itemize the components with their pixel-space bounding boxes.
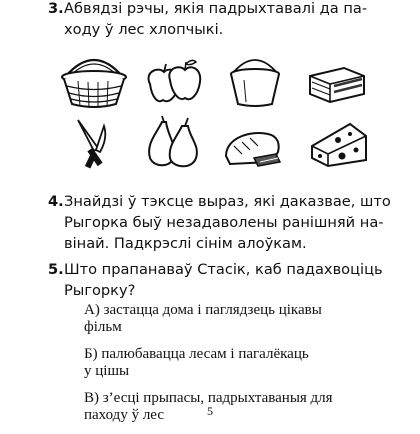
task-5-line-1: Што прапанаваў Стасік, каб падахвоціць (64, 261, 383, 278)
task-4-line-2: Рыгорка быў незадаволены ранішняй на- (64, 214, 384, 231)
task-5-line-2: Рыгорку? (64, 282, 136, 299)
picture-grid (58, 50, 378, 180)
pears-icon (142, 114, 208, 170)
task-3-line-2: ходу ў лес хлопчыкі. (64, 21, 224, 38)
task-4 (48, 191, 394, 254)
bread-icon (220, 118, 286, 174)
apples-icon (140, 54, 206, 110)
cheese-icon (306, 116, 372, 172)
task-3-number: 3. (48, 0, 64, 17)
knives-icon (64, 116, 130, 172)
task-3 (48, 0, 394, 40)
lard-icon (304, 54, 370, 110)
task-4-line-1: Знайдзі ў тэксце выраз, які даказвае, што (64, 193, 391, 210)
page-number: 5 (207, 404, 213, 418)
option-b: Б) палюбавацца лесам і пагалёкаць у цішы (84, 346, 309, 379)
task-5 (48, 259, 394, 301)
task-4-number: 4. (48, 193, 64, 210)
basket-icon (58, 50, 130, 110)
task-5-number: 5. (48, 261, 64, 278)
option-a: А) застацца дома і паглядзець цікавы фільм (84, 302, 322, 335)
task-4-line-3: вінай. Падкрэслі сінім алоўкам. (64, 235, 307, 252)
option-c: В) з’есці прыпасы, падрыхтаваныя для паходу ў лес (84, 390, 333, 423)
bucket-icon (222, 52, 288, 108)
task-3-line-1: Абвядзі рэчы, якія падрыхтавалі да па- (64, 0, 368, 17)
